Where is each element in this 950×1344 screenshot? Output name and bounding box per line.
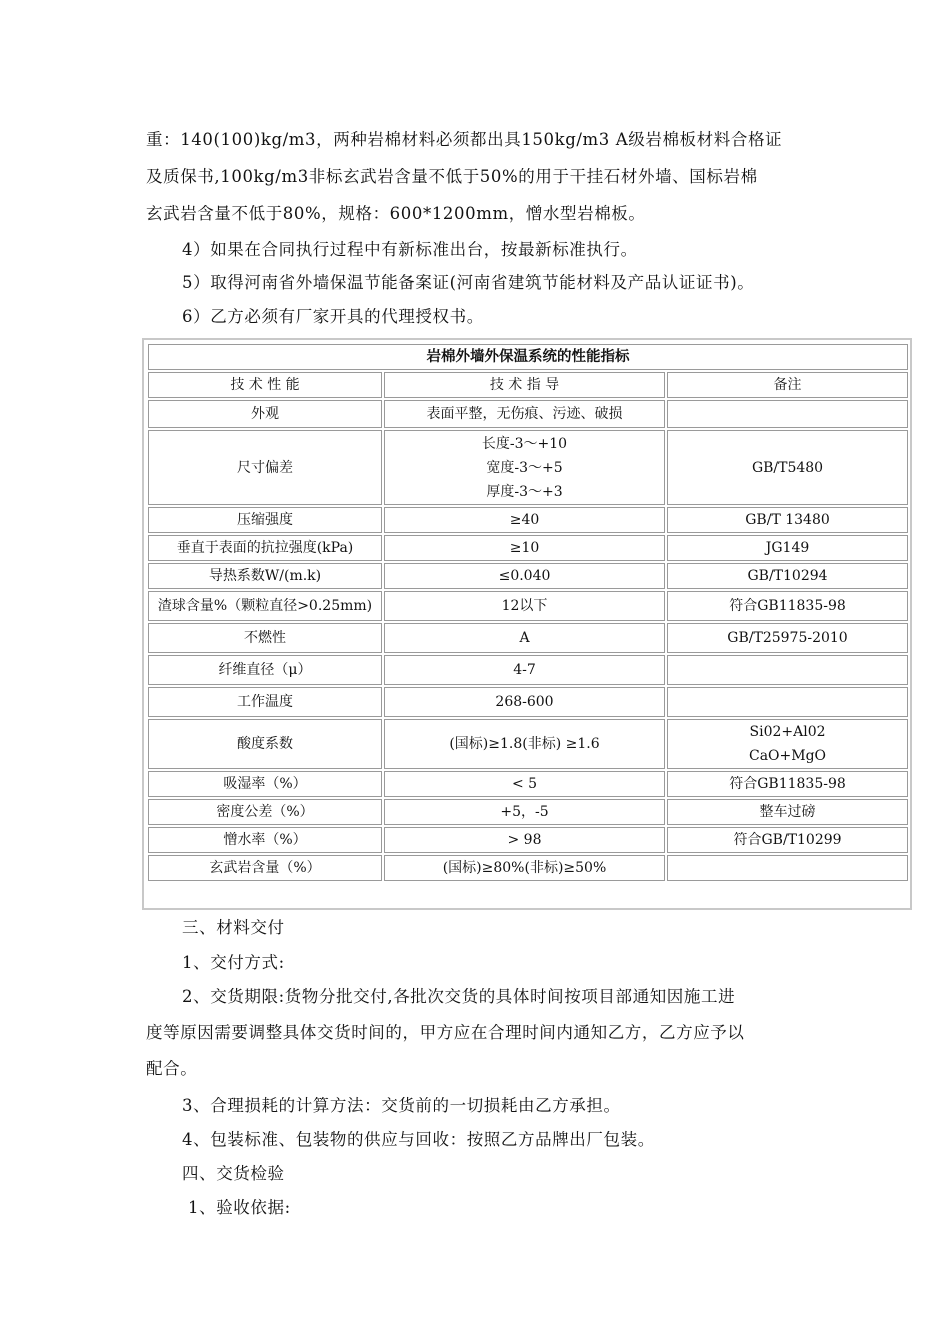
note-cell: [667, 623, 908, 653]
spec-line: (国标)≥80%(非标)≥50%: [442, 860, 607, 876]
property-cell: 垂直于表面的抗拉强度(kPa): [148, 535, 382, 561]
performance-table-frame: [142, 338, 912, 910]
note-line: JG149: [765, 540, 810, 556]
property-cell: 憎水率（%）: [148, 827, 382, 853]
section-heading-4: 四、交货检验: [182, 1164, 285, 1183]
acceptance-basis: 1、验收依据:: [188, 1198, 291, 1217]
delivery-period-line: 配合。: [146, 1059, 198, 1078]
spec-cell: [384, 400, 665, 428]
property-cell: 工作温度: [148, 687, 382, 717]
property-cell: 外观: [148, 400, 382, 428]
top-paragraph: [146, 121, 816, 232]
paragraph-line: 重：140(100)kg/m3，两种岩棉材料必须都出具150kg/m3 A级岩棉板材料合格证: [146, 130, 783, 149]
spec-line: A: [519, 630, 530, 646]
packaging-standard: 4、包装标准、包装物的供应与回收：按照乙方品牌出厂包装。: [182, 1130, 655, 1149]
table-row: [148, 563, 908, 589]
table-row: [148, 687, 908, 717]
spec-cell: [384, 771, 665, 797]
property-cell: 尺寸偏差: [148, 430, 382, 505]
note-line: GB/T25975-2010: [727, 630, 848, 646]
spec-line: < 5: [511, 776, 538, 792]
note-cell: [667, 827, 908, 853]
property-cell: 纤维直径（μ）: [148, 655, 382, 685]
spec-cell: [384, 799, 665, 825]
spec-cell: [384, 855, 665, 881]
performance-table: [146, 342, 910, 883]
spec-cell: [384, 535, 665, 561]
note-line: GB/T5480: [751, 459, 824, 476]
note-line: 符合GB11835-98: [729, 598, 846, 614]
table-title: 岩棉外墙外保温系统的性能指标: [148, 344, 908, 370]
property-cell: 吸湿率（%）: [148, 771, 382, 797]
table-row: [148, 400, 908, 428]
note-cell: [667, 687, 908, 717]
spec-line: ≤0.040: [498, 568, 551, 584]
property-cell: 不燃性: [148, 623, 382, 653]
table-row: [148, 827, 908, 853]
requirement-item-4: 4）如果在合同执行过程中有新标准出台，按最新标准执行。: [182, 240, 638, 259]
header-note: 备注: [667, 372, 908, 398]
table-row: [148, 591, 908, 621]
spec-cell: [384, 507, 665, 533]
spec-cell: [384, 687, 665, 717]
spec-line: 表面平整，无伤痕、污迹、破损: [426, 406, 623, 422]
note-cell: [667, 430, 908, 505]
property-cell: 渣球含量%（颗粒直径>0.25mm): [148, 591, 382, 621]
delivery-period-line: 2、交货期限:货物分批交付,各批次交货的具体时间按项目部通知因施工进: [182, 987, 736, 1006]
property-cell: 酸度系数: [148, 719, 382, 769]
spec-cell: [384, 563, 665, 589]
property-cell: 密度公差（%）: [148, 799, 382, 825]
header-spec: 技 术 指 导: [384, 372, 665, 398]
table-header-row: [148, 372, 908, 398]
spec-line: > 98: [507, 832, 542, 848]
spec-line: 长度-3～+10: [481, 435, 568, 452]
note-line: GB/T 13480: [745, 512, 830, 528]
spec-line: 厚度-3～+3: [486, 483, 563, 500]
spec-line: 4-7: [513, 662, 536, 678]
spec-line: 宽度-3～+5: [486, 459, 563, 476]
spec-cell: [384, 591, 665, 621]
table-row: [148, 655, 908, 685]
property-cell: 压缩强度: [148, 507, 382, 533]
requirement-item-5: 5）取得河南省外墙保温节能备案证(河南省建筑节能材料及产品认证证书)。: [182, 273, 755, 292]
spec-cell: [384, 430, 665, 505]
note-line: CaO+MgO: [748, 748, 827, 764]
note-cell: [667, 655, 908, 685]
property-cell: 玄武岩含量（%）: [148, 855, 382, 881]
paragraph-line: 及质保书,100kg/m3非标玄武岩含量不低于50%的用于干挂石材外墙、国标岩棉: [146, 167, 758, 186]
spec-line: 268-600: [495, 694, 554, 710]
note-cell: [667, 799, 908, 825]
loss-calculation: 3、合理损耗的计算方法：交货前的一切损耗由乙方承担。: [182, 1096, 621, 1115]
note-cell: [667, 719, 908, 769]
spec-cell: [384, 719, 665, 769]
note-cell: [667, 535, 908, 561]
note-cell: [667, 591, 908, 621]
delivery-period-line: 度等原因需要调整具体交货时间的，甲方应在合理时间内通知乙方，乙方应予以: [146, 1023, 745, 1042]
table-row: [148, 535, 908, 561]
spec-cell: [384, 655, 665, 685]
note-cell: [667, 771, 908, 797]
table-row: [148, 799, 908, 825]
table-row: [148, 719, 908, 769]
note-cell: [667, 507, 908, 533]
note-cell: [667, 855, 908, 881]
note-line: GB/T10294: [747, 568, 828, 584]
spec-line: ≥10: [509, 540, 540, 556]
table-row: [148, 623, 908, 653]
table-row: [148, 507, 908, 533]
spec-line: 12以下: [501, 598, 548, 614]
note-cell: [667, 563, 908, 589]
header-property: 技 术 性 能: [148, 372, 382, 398]
note-line: 符合GB/T10299: [733, 832, 842, 848]
spec-cell: [384, 623, 665, 653]
spec-line: +5，-5: [500, 804, 549, 820]
delivery-method: 1、交付方式:: [182, 953, 285, 972]
table-row: [148, 430, 908, 505]
spec-cell: [384, 827, 665, 853]
note-line: 整车过磅: [759, 804, 816, 820]
spec-line: ≥40: [509, 512, 540, 528]
paragraph-line: 玄武岩含量不低于80%，规格：600*1200mm，憎水型岩棉板。: [146, 204, 646, 223]
property-cell: 导热系数W/(m.k): [148, 563, 382, 589]
note-line: Si02+Al02: [749, 724, 826, 740]
spec-line: (国标)≥1.8(非标) ≥1.6: [449, 736, 600, 752]
requirement-item-6: 6）乙方必须有厂家开具的代理授权书。: [182, 307, 484, 326]
table-row: [148, 855, 908, 881]
note-line: 符合GB11835-98: [729, 776, 846, 792]
section-heading-3: 三、材料交付: [182, 918, 285, 937]
table-row: [148, 771, 908, 797]
note-cell: [667, 400, 908, 428]
